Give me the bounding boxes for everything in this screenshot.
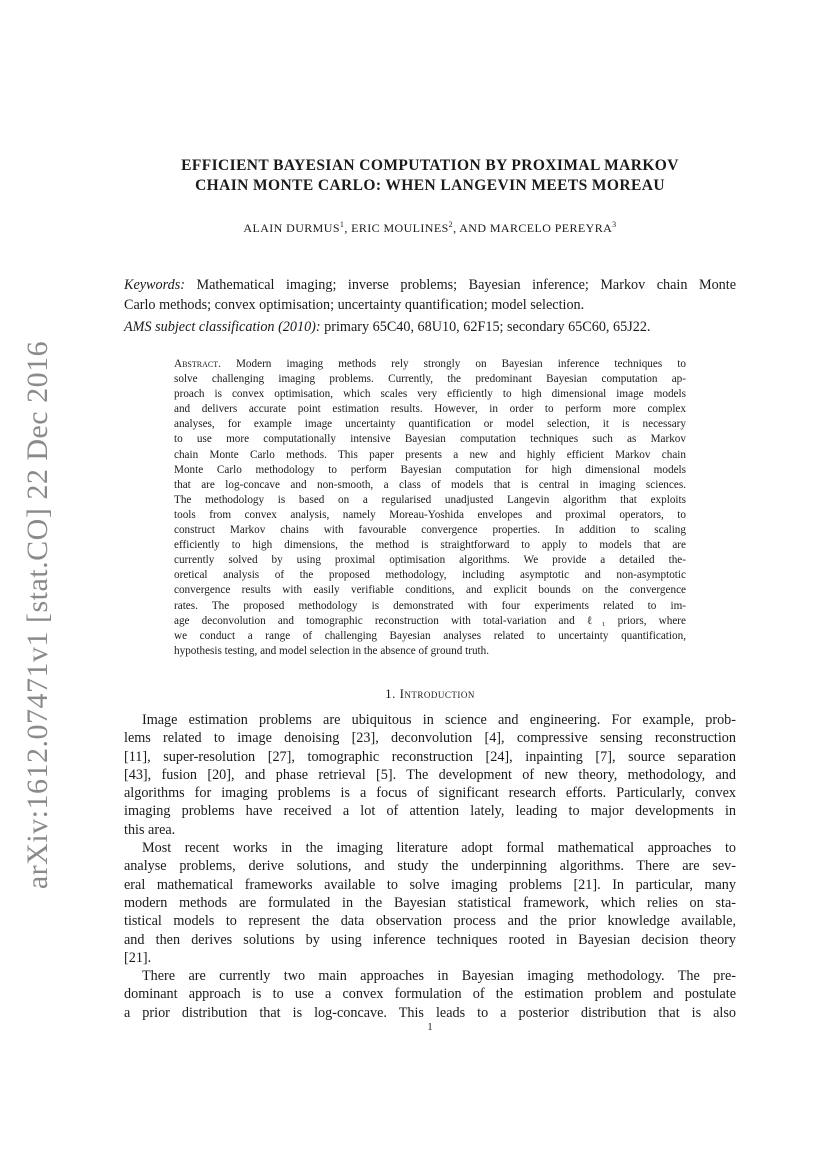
abstract-line <box>174 357 686 372</box>
abstract-line: proach is convex optimisation, which scales very efficiently to high dimensional image models <box>174 388 686 401</box>
body-line: There are currently two main approaches in Bayesian imaging methodology. The pre- <box>142 968 736 985</box>
body-line: algorithms for imaging problems is a focus of significant research efforts. Particularly, convex <box>124 785 736 802</box>
body-line: dominant approach is to use a convex formulation of the estimation problem and postulate <box>124 986 736 1003</box>
body-line: Most recent works in the imaging literature adopt formal mathematical approaches to <box>142 840 736 857</box>
ams-label: AMS subject classification (2010): <box>124 319 321 335</box>
body-line: lems related to image denoising [23], deconvolution [4], compressive sensing reconstruction <box>124 730 736 747</box>
author-2: ERIC MOULINES <box>351 221 449 235</box>
body-line: [43], fusion [20], and phase retrieval [5]. The development of new theory, methodology, and <box>124 766 736 783</box>
section-title-text: Introduction <box>399 686 475 701</box>
body-line: modern methods are formulated in the Bayesian statistical framework, which relies on sta- <box>124 894 736 911</box>
abstract-line: analyses, for example image uncertainty quantification or model selection, it is necessary <box>174 418 686 431</box>
author-1-affiliation: 1 <box>339 220 345 229</box>
arxiv-id-text: arXiv:1612.07471v1 [stat.CO] 22 Dec 2016 <box>21 340 55 890</box>
abstract-line-text: Modern imaging methods rely strongly on Bayesian inference techniques to <box>235 358 686 370</box>
section-number: 1. <box>385 686 396 701</box>
abstract-line: tools from convex analysis, namely Moreau-Yoshida envelopes and proximal operators, to <box>174 508 686 521</box>
author-3: MARCELO PEREYRA <box>489 221 613 235</box>
body-line: [21]. <box>124 949 152 966</box>
abstract-line: to use more computationally intensive Bayesian computation techniques such as Markov <box>174 433 686 446</box>
body-line: analyse problems, derive solutions, and study the underpinning algorithms. There are sev- <box>124 858 736 875</box>
abstract-line: construct Markov chains with favourable convergence properties. In addition to scaling <box>174 524 686 537</box>
body-line: this area. <box>124 821 176 838</box>
title-line-1: EFFICIENT BAYESIAN COMPUTATION BY PROXIMAL MARKOV <box>181 157 679 174</box>
body-line: a prior distribution that is log-concave. This leads to a posterior distribution that is also <box>124 1004 736 1021</box>
body-line: imaging problems have received a lot of attention lately, leading to major developments in <box>124 803 736 820</box>
body-line: eral mathematical frameworks available to solve imaging problems [21]. In particular, many <box>124 876 736 893</box>
abstract-label: Abstract. <box>174 358 221 370</box>
abstract-line: age deconvolution and tomographic reconstruction with total-variation and ℓ₁ priors, where <box>174 614 686 627</box>
author-list <box>120 220 740 236</box>
abstract-line: currently solved by using proximal optimisation algorithms. We provide a detailed the- <box>174 554 686 567</box>
author-separator-1: , <box>344 221 352 235</box>
body-line: [11], super-resolution [27], tomographic reconstruction [24], inpainting [7], source separation <box>124 748 736 765</box>
keywords-line-2: Carlo methods; convex optimisation; uncertainty quantification; model selection. <box>124 297 585 313</box>
abstract-line: solve challenging imaging problems. Currently, the predominant Bayesian computation ap- <box>174 373 686 386</box>
page-number: 1 <box>427 1022 433 1033</box>
introduction-body <box>124 711 736 1022</box>
abstract-line: efficiently to high dimensions, the method is straightforward to apply to models that are <box>174 539 686 552</box>
abstract-line: we conduct a range of challenging Bayesian analyses related to uncertainty quantification, <box>174 629 686 642</box>
paper-title <box>120 156 740 196</box>
body-line: Image estimation problems are ubiquitous in science and engineering. For example, prob- <box>142 712 736 728</box>
abstract-line: that are log-concave and non-smooth, a class of models that is central in imaging sciences. <box>174 478 686 491</box>
author-1: ALAIN DURMUS <box>243 221 340 235</box>
keywords-label: Keywords: <box>124 277 185 293</box>
abstract-line: Monte Carlo methodology to perform Bayesian computation for high dimensional models <box>174 463 686 476</box>
ams-classification <box>124 317 736 337</box>
abstract-line: The methodology is based on a regularised unadjusted Langevin algorithm that exploits <box>174 493 686 506</box>
keywords-line-1 <box>124 275 736 295</box>
keywords-block <box>124 275 736 315</box>
abstract <box>174 357 686 659</box>
author-separator-2: , AND <box>453 221 490 235</box>
keywords-text-1: Mathematical imaging; inverse problems; Bayesian inference; Markov chain Monte <box>196 277 736 293</box>
author-2-affiliation: 2 <box>448 220 454 229</box>
section-heading <box>120 686 740 702</box>
abstract-line: chain Monte Carlo methods. This paper presents a new and highly efficient Markov chain <box>174 448 686 461</box>
arxiv-identifier-stamp <box>18 340 58 890</box>
ams-codes: primary 65C40, 68U10, 62F15; secondary 65C60, 65J22. <box>324 319 651 335</box>
abstract-line: and delivers accurate point estimation results. However, in order to perform more complex <box>174 403 686 416</box>
abstract-line: rates. The proposed methodology is demonstrated with four experiments related to im- <box>174 599 686 612</box>
body-line: and then derives solutions by using inference techniques rooted in Bayesian decision theory <box>124 931 736 948</box>
abstract-line: convergence results with easily verifiable conditions, and explicit bounds on the convergence <box>174 584 686 597</box>
abstract-line: hypothesis testing, and model selection in the absence of ground truth. <box>174 644 490 657</box>
author-3-affiliation: 3 <box>612 220 617 229</box>
abstract-line: oretical analysis of the proposed methodology, including asymptotic and non-asymptotic <box>174 569 686 582</box>
body-line: tistical models to represent the data observation process and the prior knowledge available, <box>124 913 736 930</box>
title-line-2: CHAIN MONTE CARLO: WHEN LANGEVIN MEETS MOREAU <box>195 177 665 194</box>
